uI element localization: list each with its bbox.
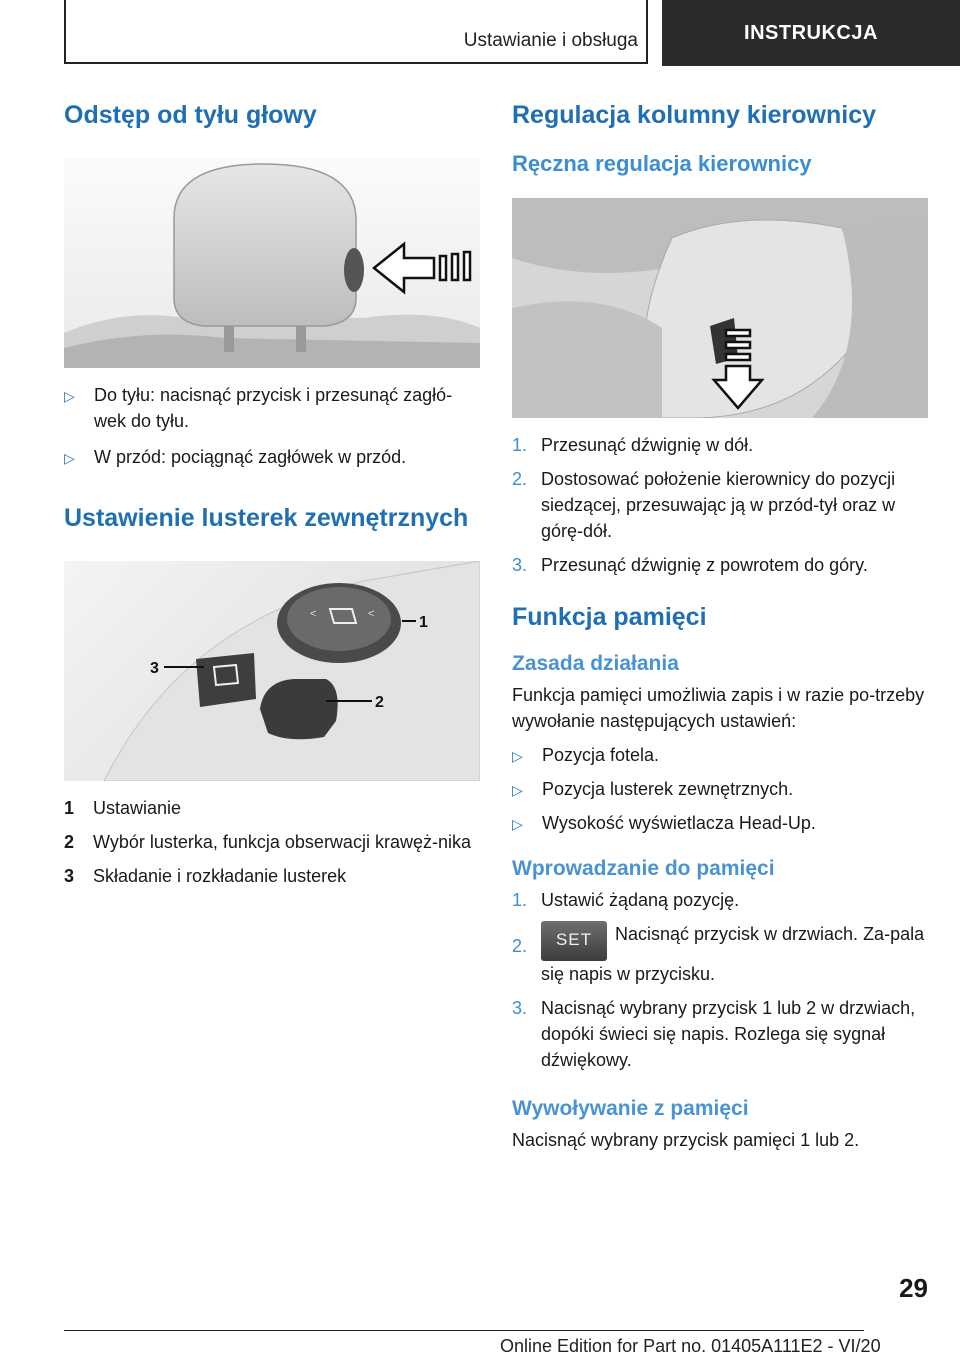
svg-text:<: < — [310, 608, 317, 620]
steering-lever-illustration — [512, 198, 928, 418]
triangle-bullet-icon: ▷ — [512, 782, 523, 798]
header-section-title: Ustawianie i obsługa — [463, 30, 638, 51]
legend-item: 3 Składanie i rozkładanie lusterek — [64, 866, 347, 886]
recall-title: Wywoływanie z pamięci — [512, 1097, 749, 1120]
list-item: ▷ W przód: pociągnąć zagłówek w przód. — [64, 444, 480, 471]
list-item: 2. Dostosować położenie kierownicy do pozycji siedzącej, przesuwając ją w przód-tył oraz w górę-dół. — [512, 469, 896, 541]
mirrors-title: Ustawienie lusterek zewnętrznych — [64, 504, 469, 532]
footer-edition: Online Edition for Part no. 01405A111E2 - VI/20 — [500, 1336, 881, 1356]
header-tab: INSTRUKCJA — [662, 0, 960, 66]
triangle-bullet-icon: ▷ — [64, 388, 75, 404]
principle-text: Funkcja pamięci umożliwia zapis i w razie po-trzeby wywołanie następujących ustawień: — [512, 685, 925, 731]
page-number: 29 — [899, 1273, 928, 1303]
memory-bullets — [512, 742, 928, 837]
list-item: 2. SET Nacisnąć przycisk w drzwiach. Za-pala się napis w przycisku. — [512, 921, 928, 987]
callout-2: 2 — [375, 694, 384, 711]
list-item: 1. Ustawić żądaną pozycję. — [512, 890, 740, 910]
headrest-title: Odstęp od tyłu głowy — [64, 101, 317, 129]
triangle-bullet-icon: ▷ — [64, 450, 75, 466]
steering-title: Regulacja kolumny kierownicy — [512, 101, 877, 129]
list-item: 1. Przesunąć dźwignię w dół. — [512, 435, 754, 455]
mirror-controls-illustration — [64, 561, 480, 781]
triangle-bullet-icon: ▷ — [512, 748, 523, 764]
list-item: 3. Nacisnąć wybrany przycisk 1 lub 2 w drzwiach, dopóki świeci się napis. Rozlega się sygnał dźwiękowy. — [512, 998, 916, 1070]
list-item: 3. Przesunąć dźwignię z powrotem do góry. — [512, 555, 868, 575]
legend-item: 2 Wybór lusterka, funkcja obserwacji krawęż-nika — [64, 832, 471, 852]
footer-divider — [64, 1330, 864, 1331]
list-item: ▷ Pozycja fotela. — [512, 742, 928, 769]
left-column — [64, 100, 480, 889]
headrest-illustration — [64, 158, 480, 368]
steering-steps — [512, 432, 928, 578]
steering-subtitle: Ręczna regulacja kierownicy — [512, 151, 812, 176]
svg-text:<: < — [368, 608, 375, 620]
list-item: ▷ Pozycja lusterek zewnętrznych. — [512, 776, 928, 803]
mirror-controls-image — [64, 561, 480, 781]
set-button-icon: SET — [541, 921, 607, 961]
store-title: Wprowadzanie do pamięci — [512, 857, 775, 880]
legend-item: 1 Ustawianie — [64, 798, 182, 818]
callout-1: 1 — [419, 614, 428, 631]
memory-title: Funkcja pamięci — [512, 603, 707, 631]
list-item: ▷ Wysokość wyświetlacza Head-Up. — [512, 810, 928, 837]
mirror-legend — [64, 795, 480, 889]
store-steps — [512, 887, 928, 1073]
principle-title: Zasada działania — [512, 652, 679, 675]
steering-lever-image — [512, 198, 928, 418]
headrest-bullets — [64, 382, 480, 471]
list-item: ▷ Do tyłu: nacisnąć przycisk i przesunąć zagłó-wek do tyłu. — [64, 382, 480, 434]
callout-3: 3 — [150, 660, 159, 677]
recall-text: Nacisnąć wybrany przycisk pamięci 1 lub 2. — [512, 1130, 860, 1150]
right-column — [512, 100, 928, 1153]
headrest-image — [64, 158, 480, 368]
triangle-bullet-icon: ▷ — [512, 816, 523, 832]
